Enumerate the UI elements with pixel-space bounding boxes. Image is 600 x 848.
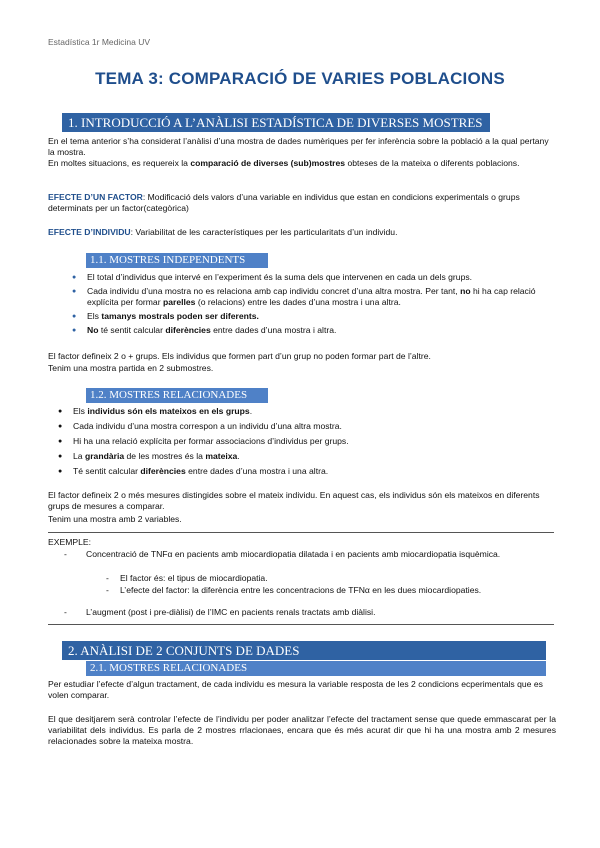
subsection-1-2-heading: 1.2. MOSTRES RELACIONADES: [86, 388, 268, 403]
list-item: [58, 466, 548, 477]
item-text: Té sentit calcular: [73, 466, 141, 476]
item-text: .: [237, 451, 240, 461]
example-text: - Concentració de TNFα en pacients amb miocardiopatia dilatada i en pacients amb miocardiopatia isquèmica.: [64, 549, 554, 560]
item-text: entre dades d’una mostra i una altra.: [185, 466, 329, 476]
item-bold: mateixa: [205, 451, 238, 461]
list-item: [72, 286, 556, 308]
intro-bold: comparació de diverses (sub)mostres: [190, 158, 346, 168]
item-text: Cada individu d’una mostra correspon a un individu d’una altra mostra.: [73, 421, 342, 431]
page-title: TEMA 3: COMPARACIÓ DE VARIES POBLACIONS: [95, 69, 505, 88]
item-bold: individus són els mateixos en els grups: [87, 406, 250, 416]
item-bold: No: [87, 325, 99, 335]
item-text: Els: [73, 406, 88, 416]
individual-definition: [48, 227, 556, 238]
intro-text: En moltes situacions, es requereix la: [48, 158, 191, 168]
factor-def: : Modificació dels valors d’una variable en individus que estan en condicions experimentals o grups determinats per un factor(categòrica): [48, 192, 520, 213]
item-text: (o relacions) entre les dades d’una mostra i una altra.: [195, 297, 401, 307]
document-header: Estadística 1r Medicina UV: [48, 37, 151, 47]
list-item: [58, 451, 548, 462]
item-text: Hi ha una relació explícita per formar associacions d’individus per grups.: [73, 436, 349, 446]
list-item: [58, 406, 548, 417]
item-bold: no: [460, 286, 471, 296]
item-text: entre dades d’una mostra i altra.: [210, 325, 337, 335]
list-item: [72, 272, 556, 283]
item-text: hi ha cap relació explícita per formar: [87, 286, 536, 307]
item-bold: grandària: [84, 451, 125, 461]
related-paragraph-1: El factor defineix 2 o més mesures distingides sobre el mateix individu. En aquest cas, els individus són els mateixos en diferents grups de mesures a comparar.: [48, 490, 540, 511]
independent-samples-list: [72, 272, 556, 336]
example-subtext: - El factor és: el tipus de miocardiopatia.: [106, 573, 556, 584]
list-item: [58, 436, 548, 447]
factor-definition: [48, 192, 556, 214]
item-bold: tamanys mostrals poden ser diferents.: [101, 311, 259, 321]
divider: [48, 532, 554, 533]
related-paragraph-2: Tenim una mostra amb 2 variables.: [48, 514, 182, 524]
section-2-heading: 2. ANÀLISI DE 2 CONJUNTS DE DADES: [62, 641, 546, 660]
example-item-1: [64, 549, 554, 560]
example-label: EXEMPLE:: [48, 537, 91, 547]
item-text: La: [73, 451, 85, 461]
item-text: Cada individu d’una mostra no es relaciona amb cap individu concret d’una altra mostra. Per tant,: [87, 286, 461, 296]
independent-paragraph-2: Tenim una mostra partida en 2 submostres.: [48, 363, 214, 373]
factor-term: EFECTE D’UN FACTOR: [48, 192, 143, 202]
item-bold: diferències: [165, 325, 211, 335]
subsection-1-1-heading: 1.1. MOSTRES INDEPENDENTS: [86, 253, 268, 268]
example-item-2: [64, 607, 554, 618]
intro-paragraph-2: [48, 158, 556, 169]
item-text: Els: [87, 311, 102, 321]
intro-text-end: obteses de la mateixa o diferents poblacions.: [345, 158, 520, 168]
individual-def: : Variabilitat de les característiques per les particularitats d’un individu.: [130, 227, 398, 237]
item-bold: diferències: [140, 466, 186, 476]
list-item: [72, 325, 556, 336]
intro-paragraph-1: En el tema anterior s’ha considerat l’anàlisi d’una mostra de dades numèriques per fer inferència sobre la població a la qual pertany la mostra.: [48, 136, 549, 157]
section-1-heading: 1. INTRODUCCIÓ A L’ANÀLISI ESTADÍSTICA DE DIVERSES MOSTRES: [62, 113, 490, 132]
subsection-2-1-heading: 2.1. MOSTRES RELACIONADES: [86, 661, 546, 676]
independent-paragraph-1: El factor defineix 2 o + grups. Els individus que formen part d’un grup no poden formar part de l’altre.: [48, 351, 431, 361]
example-sub-2: [106, 585, 556, 596]
related-samples-list: [58, 406, 548, 477]
list-item: [58, 421, 548, 432]
item-text: de les mostres és la: [124, 451, 206, 461]
item-text: .: [249, 406, 253, 416]
item-bold: parelles: [162, 297, 196, 307]
individual-term: EFECTE D’INDIVIDU: [48, 227, 131, 237]
example-sub-1: [106, 573, 556, 584]
example-text: - L’augment (post i pre-diàlisi) de l’IMC en pacients renals tractats amb diàlisi.: [64, 607, 554, 618]
section-2-paragraph-1: Per estudiar l’efecte d’algun tractament, de cada individu es mesura la variable resposta de les 2 condicions ecperimentals que es volen comparar.: [48, 679, 543, 700]
item-text: té sentit calcular: [98, 325, 166, 335]
item-text: El total d’individus que intervé en l’experiment és la suma dels que intervenen en cada un dels grups.: [87, 272, 473, 282]
list-item: [72, 311, 556, 322]
divider: [48, 624, 554, 625]
example-subtext: - L’efecte del factor: la diferència entre les concentracions de TFNα en les dues miocardiopaties.: [106, 585, 556, 596]
section-2-paragraph-2: El que desitjarem serà controlar l’efecte de l’individu per poder analitzar l’efecte del tractament sense que quede emmascarat per la variabilitat dels individus. Es parla de 2 mostres rrlacionaes, encara que és més acurat dir que hi ha una mostra amb 2 mesures relacionades sobre la mateixa mostra.: [48, 714, 556, 746]
